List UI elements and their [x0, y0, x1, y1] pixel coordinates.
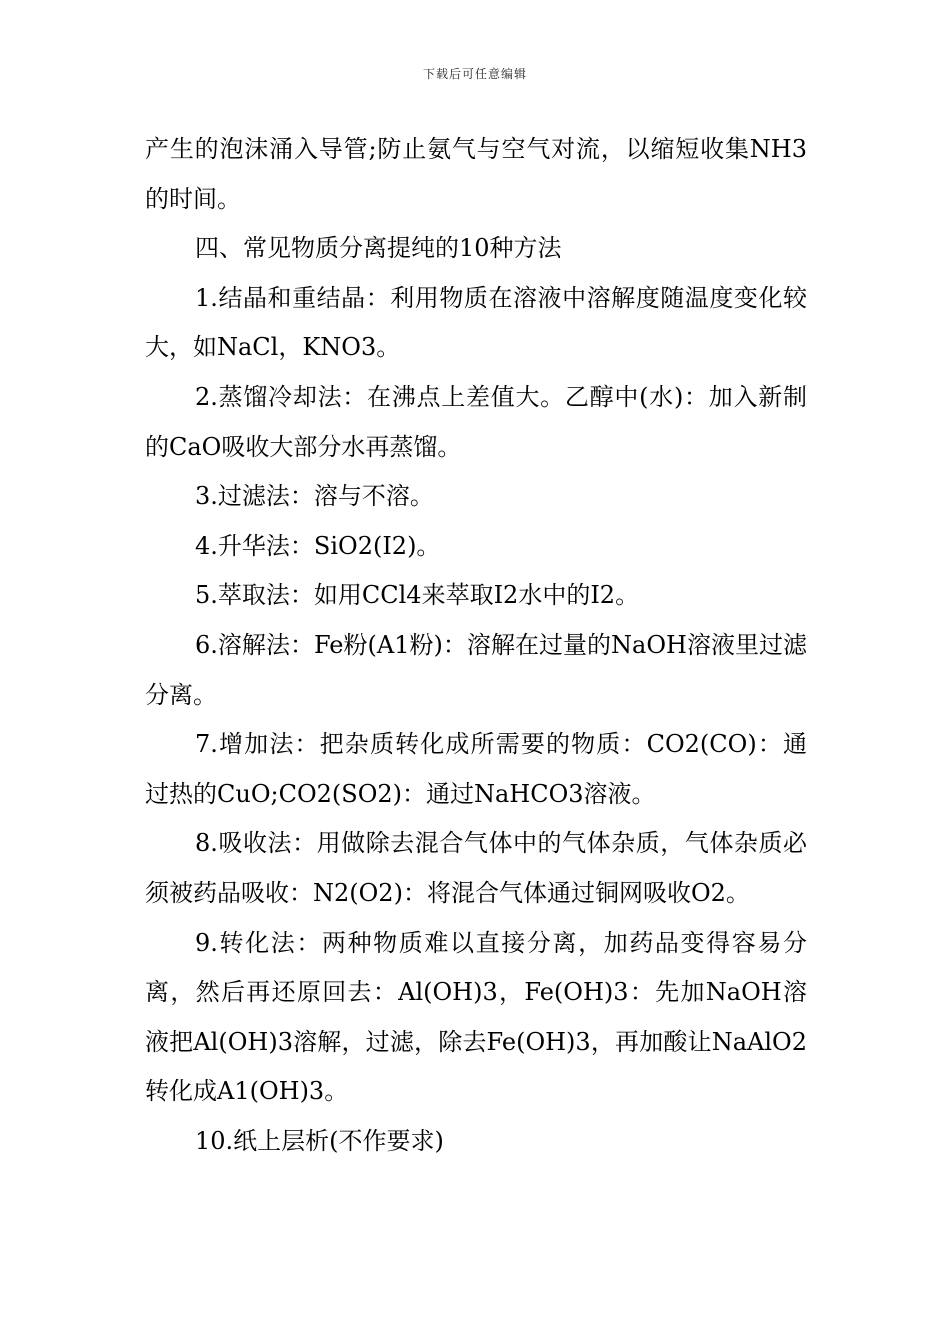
method-item-2: 2.蒸馏冷却法：在沸点上差值大。乙醇中(水)：加入新制的CaO吸收大部分水再蒸馏。: [145, 382, 807, 461]
page-header: 下载后可任意编辑: [422, 67, 527, 81]
section-heading: 四、常见物质分离提纯的10种方法: [195, 234, 562, 263]
paragraph-intro: 产生的泡沫涌入导管;防止氨气与空气对流，以缩短收集NH3的时间。: [145, 135, 807, 213]
method-item-9: 9.转化法：两种物质难以直接分离，加药品变得容易分离，然后再还原回去：Al(OH)3，Fe(OH)3：先加NaOH溶液把Al(OH)3溶解，过滤，除去Fe(OH)3，再加酸让NaAlO2转化成A1(OH)3。: [145, 928, 807, 1106]
document-body: [145, 125, 807, 1166]
method-item-3: 3.过滤法：溶与不溶。: [195, 482, 434, 511]
method-item-5: 5.萃取法：如用CCl4来萃取I2水中的I2。: [195, 581, 640, 610]
method-item-4: 4.升华法：SiO2(I2)。: [195, 531, 441, 560]
method-item-7: 7.增加法：把杂质转化成所需要的物质：CO2(CO)：通过热的CuO;CO2(SO2)：通过NaHCO3溶液。: [145, 730, 807, 808]
method-item-1: 1.结晶和重结晶：利用物质在溶液中溶解度随温度变化较大，如NaCl，KNO3。: [145, 283, 807, 362]
method-item-6: 6.溶解法：Fe粉(A1粉)：溶解在过量的NaOH溶液里过滤分离。: [145, 630, 807, 709]
method-item-8: 8.吸收法：用做除去混合气体中的气体杂质，气体杂质必须被药品吸收：N2(O2)：将混合气体通过铜网吸收O2。: [145, 829, 807, 907]
method-item-10: 10.纸上层析(不作要求): [195, 1126, 444, 1155]
